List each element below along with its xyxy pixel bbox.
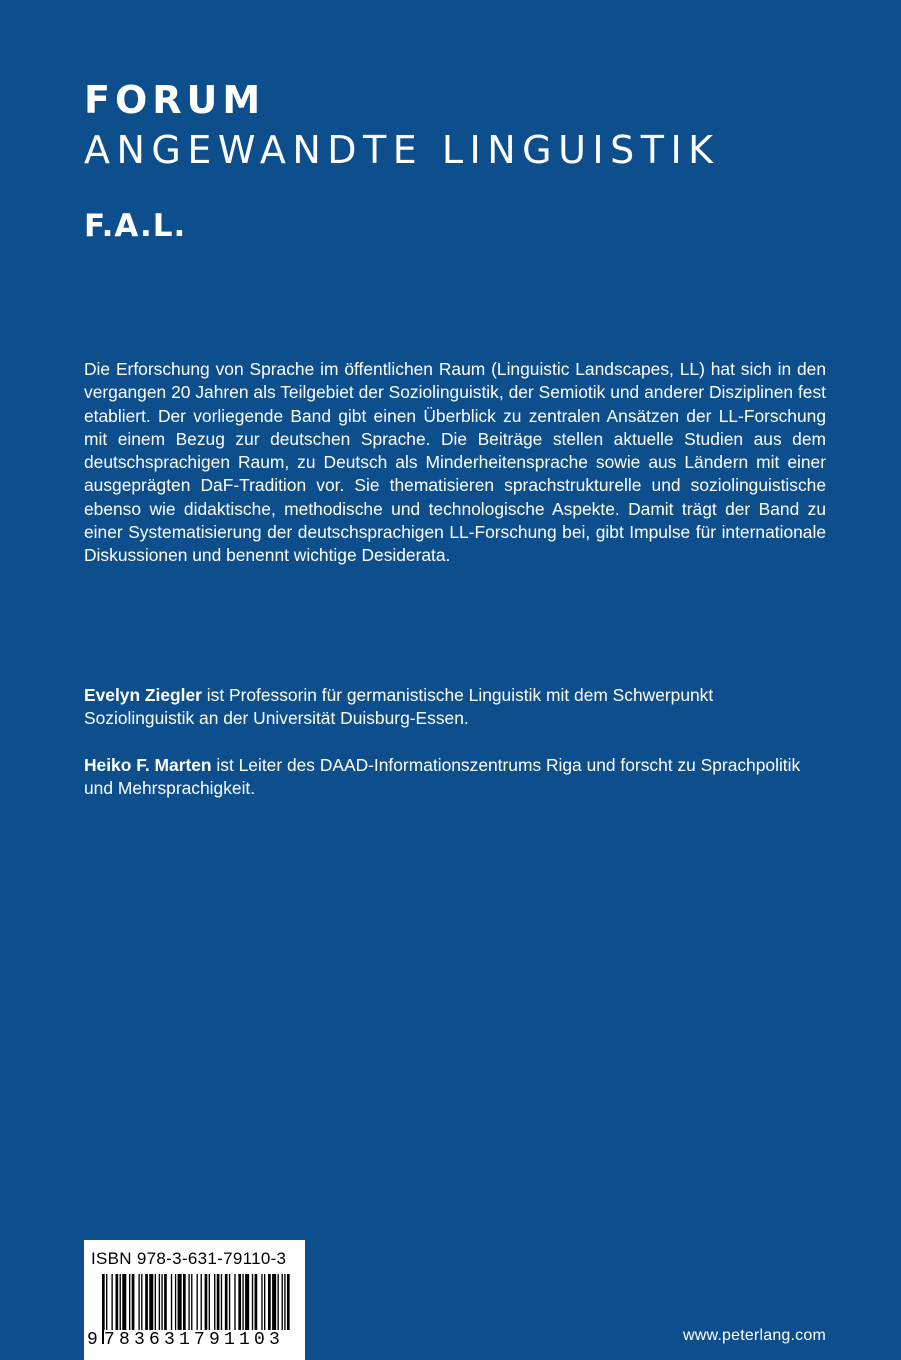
series-abbreviation: F.A.L. (84, 208, 187, 244)
isbn-label: ISBN 978-3-631-79110-3 (91, 1249, 287, 1268)
series-header (84, 78, 720, 246)
book-description: Die Erforschung von Sprache im öffentlichen Raum (Linguistic Landscapes, LL) hat sich in den vergangen 20 Jahren als Teilgebiet der Soziolinguistik, der Semiotik und anderer Disziplinen fest etabliert. Der vorliegende Band gibt einen Überblick zu zentralen Ansätzen der LL-Forschung mit einem Bezug zur deutschen Sprache. Die Beiträge stellen aktuelle Studien aus dem deutschsprachigen Raum, zu Deutsch als Minderheitensprache sowie aus Ländern mit einer ausgeprägten DaF-Tradition vor. Sie thematisieren sprachstrukturelle und soziolinguistische ebenso wie didaktische, methodische und technologische Aspekte. Damit trägt der Band zu einer Systematisierung der deutschsprachigen LL-Forschung bei, gibt Impulse für internationale Diskussionen und benennt wichtige Desiderata. (84, 359, 826, 566)
series-subtitle: ANGEWANDTE LINGUISTIK (84, 128, 720, 172)
isbn-barcode (84, 1240, 305, 1360)
author-bio-2 (84, 754, 826, 801)
ean-first-digit: 9 (87, 1330, 98, 1350)
author-bio-1 (84, 684, 826, 731)
author-text-1: ist Professorin für germanistische Linguistik mit dem Schwerpunkt Soziolinguistik an der Universität Duisburg-Essen. (84, 685, 714, 729)
author-bios (84, 684, 826, 823)
ean-digits: 783631791103 (104, 1330, 302, 1350)
publisher-website: www.peterlang.com (682, 1327, 826, 1344)
author-text-2: ist Leiter des DAAD-Informationszentrums Riga und forscht zu Sprachpolitik und Mehrsprachigkeit. (84, 754, 801, 798)
author-name-2: Heiko F. Marten (84, 754, 212, 775)
author-name-1: Evelyn Ziegler (84, 685, 202, 705)
series-title: FORUM (84, 78, 266, 122)
